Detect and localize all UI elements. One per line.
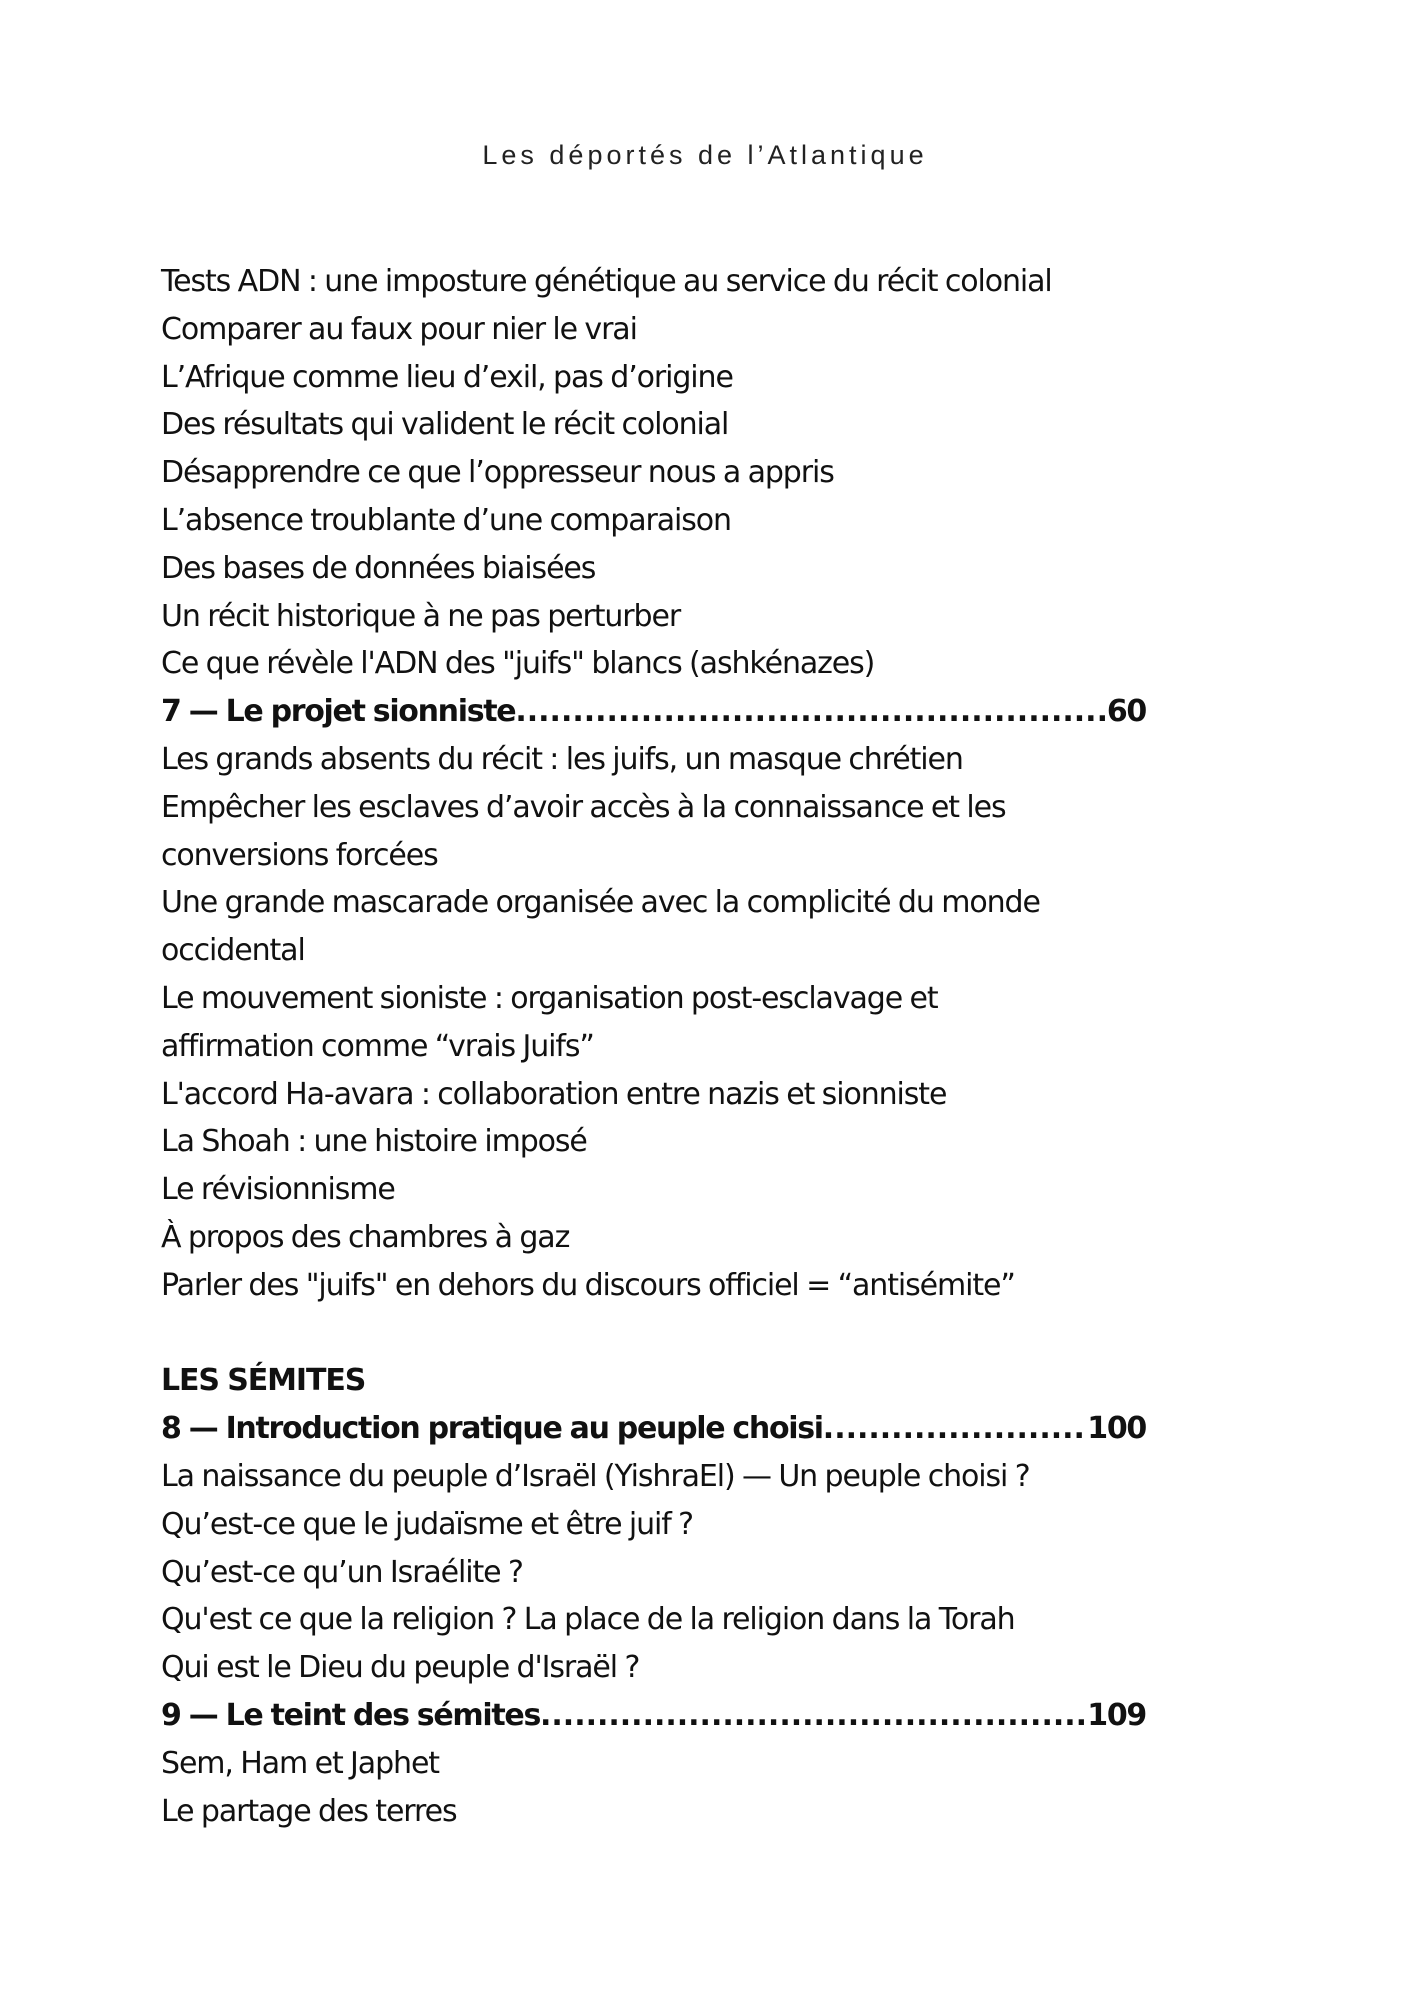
chapter-title: 8 — Introduction pratique au peuple choisi xyxy=(161,1411,823,1447)
toc-chapter-7[interactable] xyxy=(161,688,1146,736)
toc-item: Le révisionnisme xyxy=(161,1172,395,1208)
toc-item: occidental xyxy=(161,933,305,969)
chapter-title: 9 — Le teint des sémites xyxy=(161,1697,540,1733)
dot-leader xyxy=(515,688,1106,736)
section-heading: LES SÉMITES xyxy=(161,1363,366,1399)
toc-item: Le partage des terres xyxy=(161,1793,457,1829)
running-header: Les déportés de l’Atlantique xyxy=(482,140,928,170)
toc-item: La Shoah : une histoire imposé xyxy=(161,1124,587,1160)
toc-item: Sem, Ham et Japhet xyxy=(161,1745,439,1781)
toc-item: L’absence troublante d’une comparaison xyxy=(161,502,731,538)
toc-item: L'accord Ha-avara : collaboration entre nazis et sionniste xyxy=(161,1076,947,1112)
toc-item: Un récit historique à ne pas perturber xyxy=(161,598,681,634)
toc-item: Des bases de données biaisées xyxy=(161,550,596,586)
toc-item: Empêcher les esclaves d’avoir accès à la connaissance et les xyxy=(161,789,1006,825)
chapter-page-number: 60 xyxy=(1106,694,1146,730)
table-of-contents xyxy=(161,258,1161,1835)
dot-leader xyxy=(823,1405,1087,1453)
chapter-title: 7 — Le projet sionniste xyxy=(161,694,516,730)
toc-item: L’Afrique comme lieu d’exil, pas d’origine xyxy=(161,359,733,395)
toc-item: Qu’est-ce qu’un Israélite ? xyxy=(161,1554,523,1590)
toc-item: Comparer au faux pour nier le vrai xyxy=(161,311,637,347)
chapter-page-number: 109 xyxy=(1087,1697,1146,1733)
toc-item: La naissance du peuple d’Israël (YishraEl) — Un peuple choisi ? xyxy=(161,1458,1030,1494)
toc-item: Désapprendre ce que l’oppresseur nous a appris xyxy=(161,455,834,491)
toc-item: Les grands absents du récit : les juifs, un masque chrétien xyxy=(161,741,963,777)
toc-item: À propos des chambres à gaz xyxy=(161,1219,570,1255)
toc-item: Ce que révèle l'ADN des "juifs" blancs (ashkénazes) xyxy=(161,646,875,682)
toc-item: affirmation comme “vrais Juifs” xyxy=(161,1028,594,1064)
toc-item: Tests ADN : une imposture génétique au service du récit colonial xyxy=(161,264,1052,299)
toc-item: Qu’est-ce que le judaïsme et être juif ? xyxy=(161,1506,694,1542)
toc-chapter-8[interactable] xyxy=(161,1405,1146,1453)
toc-item: Parler des "juifs" en dehors du discours officiel = “antisémite” xyxy=(161,1267,1015,1303)
toc-chapter-9[interactable] xyxy=(161,1692,1146,1740)
toc-item: Qui est le Dieu du peuple d'Israël ? xyxy=(161,1650,640,1686)
toc-item: conversions forcées xyxy=(161,837,438,873)
chapter-page-number: 100 xyxy=(1087,1411,1146,1447)
toc-item: Qu'est ce que la religion ? La place de la religion dans la Torah xyxy=(161,1602,1015,1638)
dot-leader xyxy=(540,1692,1087,1740)
toc-item: Des résultats qui valident le récit colonial xyxy=(161,407,729,443)
toc-item: Le mouvement sioniste : organisation post-esclavage et xyxy=(161,980,938,1016)
toc-item: Une grande mascarade organisée avec la complicité du monde xyxy=(161,885,1040,921)
